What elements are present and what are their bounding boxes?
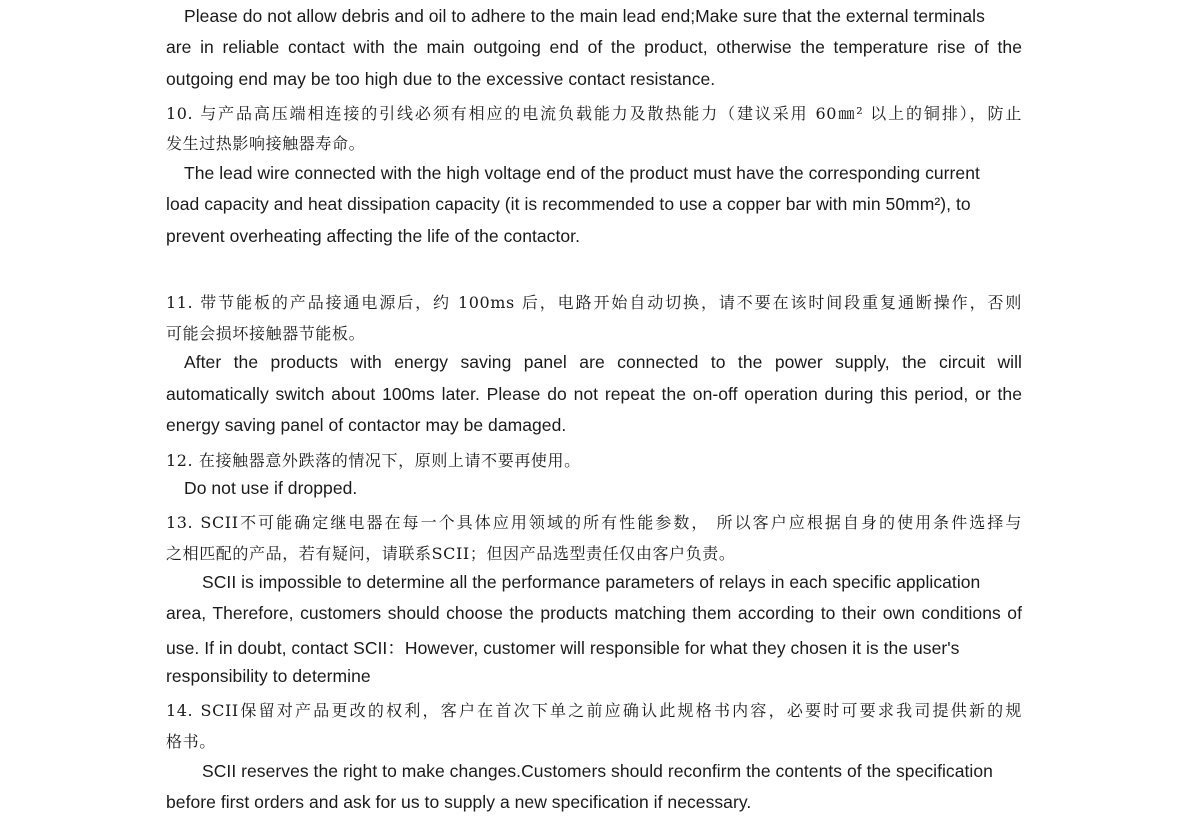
text-line: before first orders and ask for us to supply a new specification if necessary. [166, 792, 752, 812]
text-line: 可能会损坏接触器节能板。 [166, 324, 366, 343]
text-line: 格书。 [166, 732, 216, 751]
text-line: SCII is impossible to determine all the performance parameters of relays in each specific application [202, 572, 981, 592]
text-line: responsibility to determine [166, 666, 371, 686]
text-line: outgoing end may be too high due to the excessive contact resistance. [166, 69, 716, 89]
text-line: Do not use if dropped. [184, 478, 358, 498]
text-line: Please do not allow debris and oil to adhere to the main lead end;Make sure that the external terminals [184, 6, 985, 26]
item-11-heading: 11. 带节能板的产品接通电源后，约 100ms 后，电路开始自动切换，请不要在该时间段重复通断操作，否则 [166, 293, 1022, 312]
text-line: energy saving panel of contactor may be damaged. [166, 415, 567, 435]
text-line: prevent overheating affecting the life of the contactor. [166, 226, 580, 246]
text-line: area, Therefore, customers should choose the products matching them according to their own conditions of [166, 603, 1022, 623]
text-line: SCII reserves the right to make changes.Customers should reconfirm the contents of the specification [202, 761, 993, 781]
item-13-heading: 13. SCII不可能确定继电器在每一个具体应用领域的所有性能参数， 所以客户应根据自身的使用条件选择与 [166, 513, 1022, 532]
text-line: are in reliable contact with the main outgoing end of the product, otherwise the temperature rise of the [166, 37, 1022, 57]
text-line: 发生过热影响接触器寿命。 [166, 134, 366, 153]
text-line: After the products with energy saving panel are connected to the power supply, the circuit will [184, 352, 1022, 372]
text-line: 之相匹配的产品，若有疑问，请联系SCII；但因产品选型责任仅由客户负责。 [166, 544, 736, 563]
item-14-heading: 14. SCII保留对产品更改的权利，客户在首次下单之前应确认此规格书内容，必要时可要求我司提供新的规 [166, 701, 1022, 720]
text-line: use. If in doubt, contact SCII：However, customer will responsible for what they chosen it is the user's [166, 638, 960, 658]
text-line: The lead wire connected with the high voltage end of the product must have the corresponding current [184, 163, 980, 183]
item-10-heading: 10. 与产品高压端相连接的引线必须有相应的电流负载能力及散热能力（建议采用 60㎜² 以上的铜排），防止 [166, 104, 1022, 123]
text-line: load capacity and heat dissipation capacity (it is recommended to use a copper bar with min 50mm²), to [166, 194, 971, 214]
item-12-heading: 12. 在接触器意外跌落的情况下，原则上请不要再使用。 [166, 451, 581, 470]
text-line: automatically switch about 100ms later. Please do not repeat the on-off operation during this period, or the [166, 384, 1022, 404]
